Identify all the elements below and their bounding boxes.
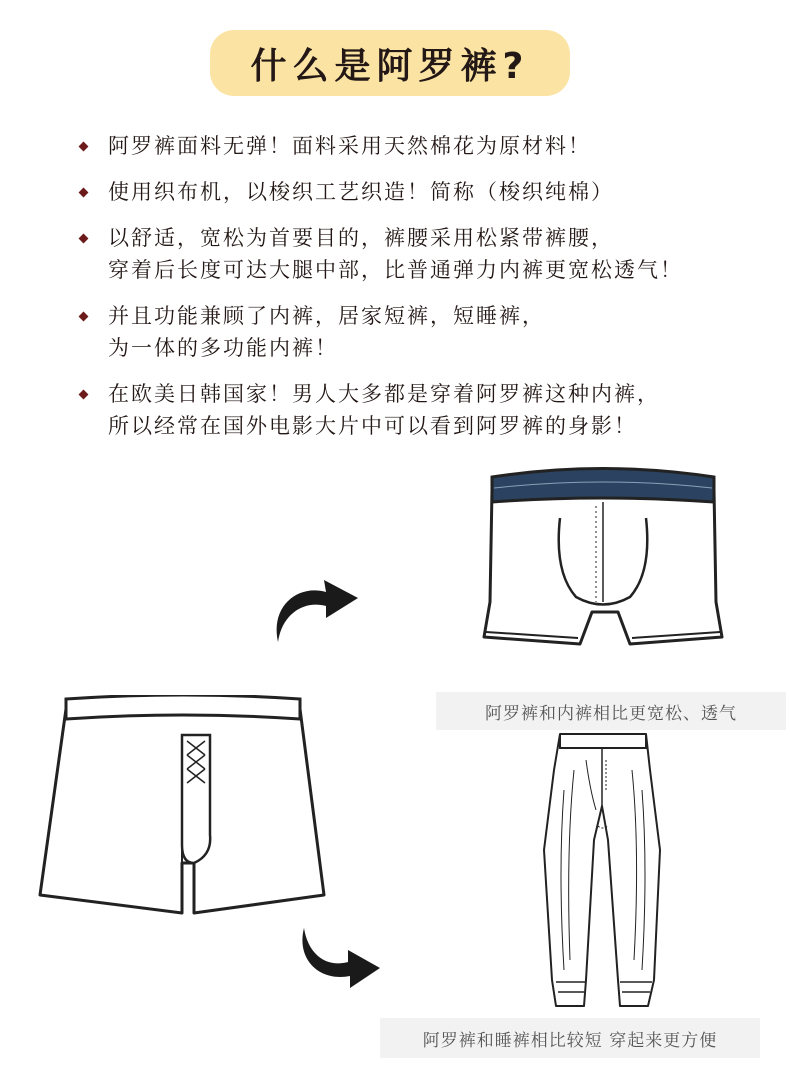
diamond-bullet-icon xyxy=(79,188,89,198)
pajama-comparison-caption: 阿罗裤和睡裤相比较短 穿起来更方便 xyxy=(380,1018,760,1058)
list-item xyxy=(78,176,778,208)
diamond-bullet-icon xyxy=(79,234,89,244)
curved-arrow-up-icon xyxy=(268,566,364,646)
feature-list xyxy=(78,130,778,456)
list-item-text: 在欧美日韩国家！男人大多都是穿着阿罗裤这种内裤， xyxy=(108,382,660,406)
list-item-text: 穿着后长度可达大腿中部，比普通弹力内裤更宽松透气！ xyxy=(108,258,683,282)
briefs-comparison-caption: 阿罗裤和内裤相比更宽松、透气 xyxy=(436,692,786,730)
list-item-text: 阿罗裤面料无弹！面料采用天然棉花为原材料！ xyxy=(108,134,591,158)
list-item-text: 使用织布机，以梭织工艺织造！简称（梭织纯棉） xyxy=(108,180,614,204)
list-item-text: 以舒适，宽松为首要目的，裤腰采用松紧带裤腰， xyxy=(108,226,614,250)
diamond-bullet-icon xyxy=(79,142,89,152)
list-item xyxy=(78,300,778,364)
page-title: 什么是阿罗裤? xyxy=(250,45,530,87)
list-item-text: 所以经常在国外电影大片中可以看到阿罗裤的身影！ xyxy=(108,414,637,438)
diamond-bullet-icon xyxy=(79,390,89,400)
boxer-shorts-illustration xyxy=(32,695,332,920)
pajama-pants-illustration xyxy=(536,730,676,1012)
list-item-text: 为一体的多功能内裤！ xyxy=(108,336,338,360)
title-banner xyxy=(210,30,570,96)
boxer-briefs-illustration xyxy=(480,462,730,672)
curved-arrow-down-icon xyxy=(296,924,384,994)
list-item xyxy=(78,130,778,162)
diamond-bullet-icon xyxy=(79,312,89,322)
list-item-text: 并且功能兼顾了内裤，居家短裤，短睡裤， xyxy=(108,304,545,328)
list-item xyxy=(78,378,778,442)
list-item xyxy=(78,222,778,286)
